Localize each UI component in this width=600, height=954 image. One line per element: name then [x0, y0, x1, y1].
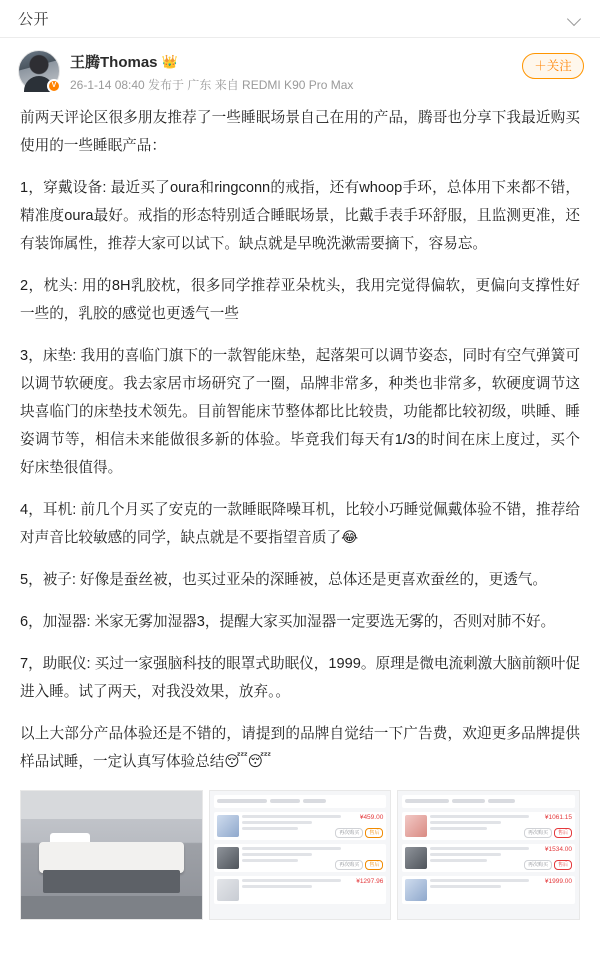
order-actions — [335, 860, 383, 870]
product-thumb — [217, 879, 239, 901]
post-image-thumbnail[interactable] — [20, 790, 203, 920]
post-paragraph: 前两天评论区很多朋友推荐了一些睡眠场景自己在用的产品，腾哥也分享下我最近购买使用的一些睡眠产品： — [20, 109, 580, 154]
avatar[interactable] — [18, 50, 60, 92]
post-image-thumbnail[interactable] — [209, 790, 392, 920]
order-action-button[interactable]: 再次购买 — [524, 860, 552, 870]
post-paragraph: 3，床垫: 我用的喜临门旗下的一款智能床垫，起落架可以调节姿态，同时有空气弹簧可以调节软硬度。我去家居市场研究了一圈，品牌非常多，种类也非常多，软硬度调节这块喜临门的床垫技术领先。目前智能床节整体都比比较贵，功能都比较初级，哄睡、睡姿调节等，相信未来能做很多新的体验。毕竟我们每天有1/3的时间在床上度过，买个好床垫很值得。 — [20, 347, 580, 476]
product-thumb — [405, 879, 427, 901]
post-paragraph: 以上大部分产品体验还是不错的，请提到的品牌自觉结一下广告费，欢迎更多品牌提供样品试睡，一定认真写体验总结😴😴 — [20, 725, 580, 770]
post-paragraph: 1，穿戴设备: 最近买了oura和ringconn的戒指，还有whoop手环，总体用下来都不错，精准度oura最好。戒指的形态特别适合睡眠场景，比戴手表手环舒服，且监测更准，还有装饰属性，推荐大家可以试下。缺点就是早晚洗漱需要摘下，容易忘。 — [20, 179, 580, 252]
author-header — [0, 38, 600, 98]
order-item — [214, 876, 387, 904]
post-paragraph: 6，加湿器: 米家无雾加湿器3，提醒大家买加湿器一定要选无雾的，否则对肺不好。 — [20, 613, 556, 630]
product-thumb — [405, 815, 427, 837]
author-name[interactable]: 王腾Thomas — [70, 54, 158, 71]
order-price: ¥1534.00 — [544, 845, 572, 853]
visibility-label: 公开 — [18, 11, 50, 28]
author-meta — [70, 50, 522, 94]
order-price: ¥1061.15 — [544, 813, 572, 821]
verified-badge-icon — [47, 79, 61, 93]
order-action-button[interactable]: 售后 — [365, 828, 383, 838]
product-thumb — [217, 847, 239, 869]
order-price: ¥1999.00 — [544, 877, 572, 885]
order-action-button[interactable]: 售后 — [365, 860, 383, 870]
post-paragraph: 7，助眠仪: 买过一家强脑科技的眼罩式助眠仪，1999。原理是微电流刺激大脑前额叶促进入睡。试了两天，对我没效果，放弃。。 — [20, 655, 580, 700]
author-name-row — [70, 51, 522, 72]
bed-base-shape — [43, 870, 180, 893]
screenshot-header — [214, 795, 387, 808]
order-action-button[interactable]: 售后 — [554, 828, 572, 838]
post-content — [0, 98, 600, 776]
order-item — [402, 812, 575, 840]
order-item — [214, 844, 387, 872]
follow-button[interactable]: ＋关注 — [522, 53, 584, 79]
order-action-button[interactable]: 售后 — [554, 860, 572, 870]
crown-icon: 👑 — [161, 54, 178, 69]
post-paragraph: 2，枕头: 用的8H乳胶枕，很多同学推荐亚朵枕头，我用完觉得偏软，更偏向支撑性好一些的，乳胶的感觉也更透气一些 — [20, 277, 580, 322]
order-action-button[interactable]: 再次购买 — [335, 828, 363, 838]
order-price: ¥1297.96 — [356, 877, 384, 885]
post-paragraph: 5，被子: 好像是蚕丝被，也买过亚朵的深睡被，总体还是更喜欢蚕丝的，更透气。 — [20, 571, 548, 588]
order-actions — [335, 828, 383, 838]
order-item — [402, 844, 575, 872]
post-meta: 26-1-14 08:40 发布于 广东 来自 REDMI K90 Pro Max — [70, 78, 354, 92]
product-thumb — [217, 815, 239, 837]
topbar — [0, 0, 600, 38]
post-paragraph: 4，耳机: 前几个月买了安克的一款睡眠降噪耳机，比较小巧睡觉佩戴体验不错，推荐给对声音比较敏感的同学，缺点就是不要指望音质了😂 — [20, 501, 580, 546]
order-action-button[interactable]: 再次购买 — [524, 828, 552, 838]
order-actions — [524, 828, 572, 838]
product-thumb — [405, 847, 427, 869]
chevron-down-icon[interactable] — [568, 11, 584, 27]
order-price: ¥459.00 — [359, 813, 384, 821]
mattress-shape — [39, 842, 184, 873]
order-item — [214, 812, 387, 840]
floor-shape — [21, 896, 202, 919]
post-image-thumbnail[interactable] — [397, 790, 580, 920]
order-actions — [524, 860, 572, 870]
screenshot-header — [402, 795, 575, 808]
order-action-button[interactable]: 再次购买 — [335, 860, 363, 870]
order-item — [402, 876, 575, 904]
post-image-grid — [0, 786, 600, 936]
